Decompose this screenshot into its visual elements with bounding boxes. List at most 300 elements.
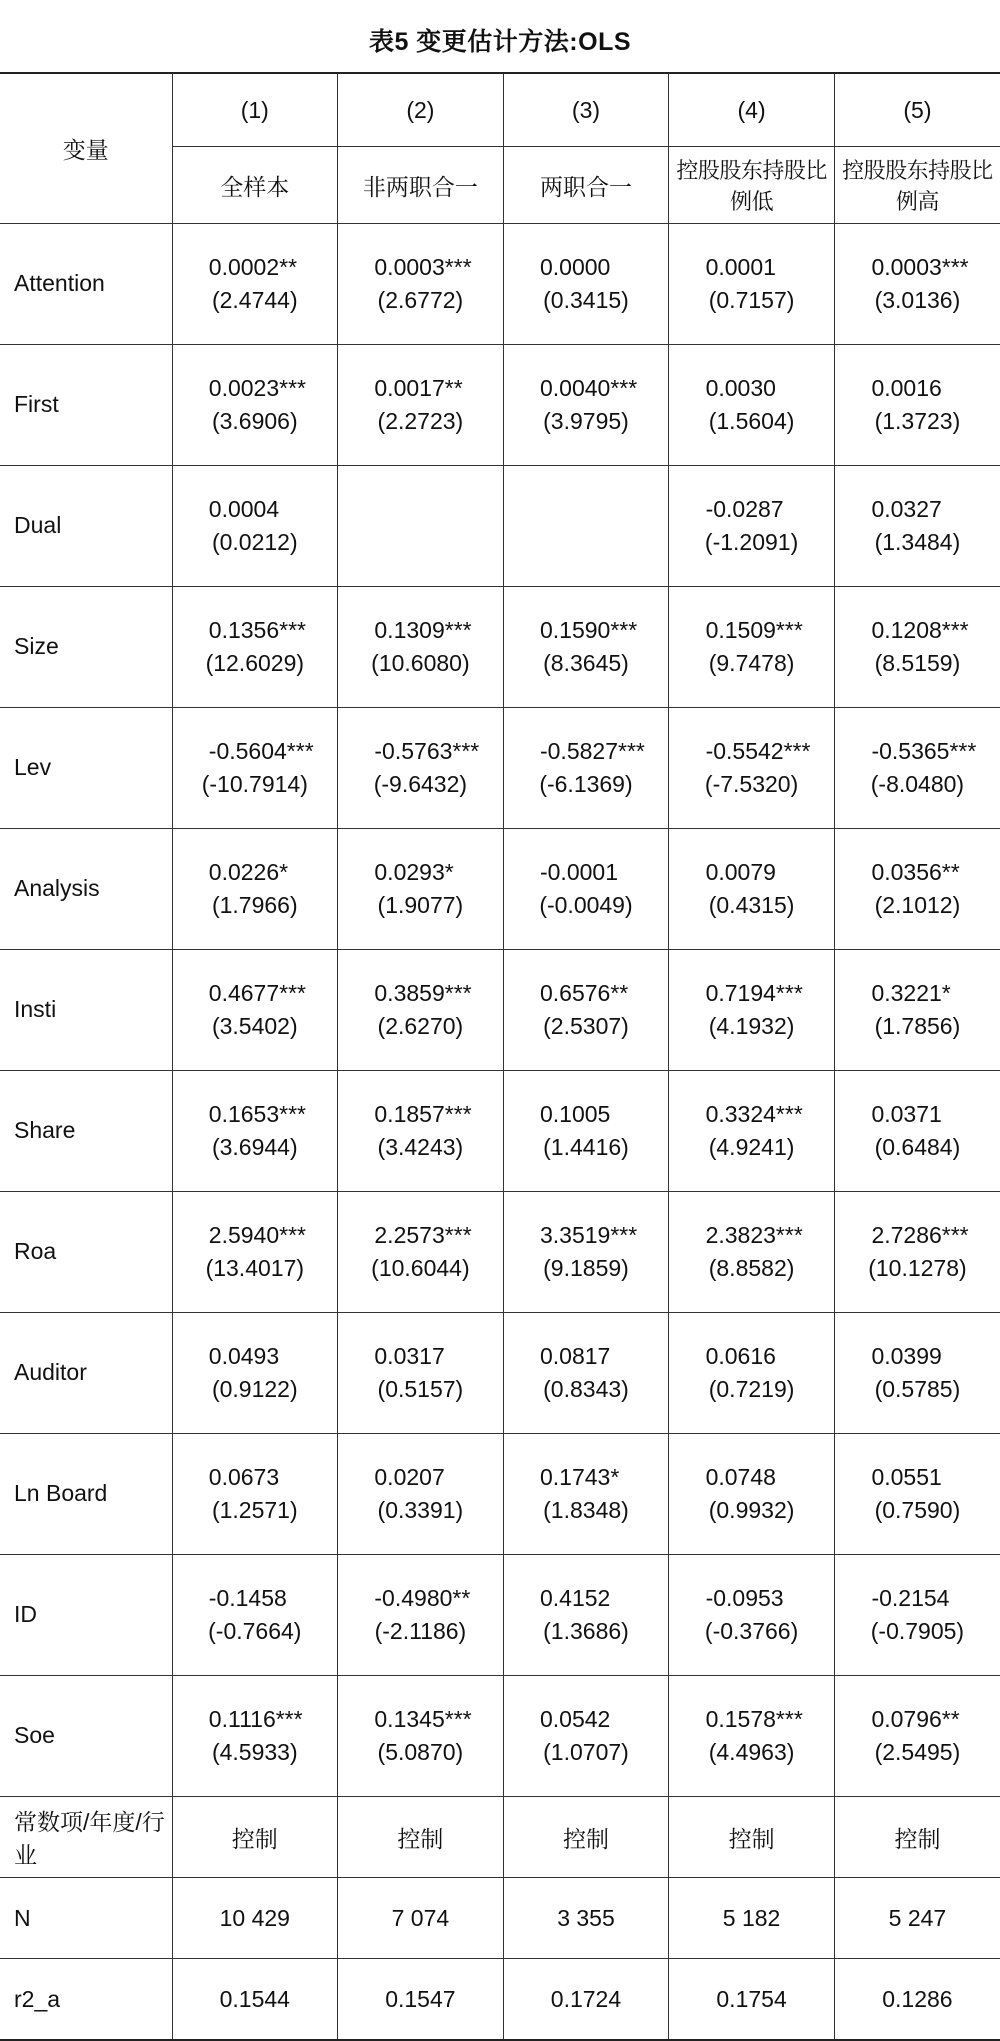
tstat-cell <box>172 283 338 345</box>
tstat-value: (8.3645) <box>543 650 629 676</box>
tstat-cell <box>338 1735 504 1797</box>
tstat-cell <box>834 1735 1000 1797</box>
coef-cell <box>669 466 835 526</box>
tstat-value: (-2.1186) <box>374 1618 467 1644</box>
coef-cell <box>172 1313 338 1373</box>
coef-cell <box>834 1434 1000 1494</box>
col-name: 两职合一 <box>503 147 669 224</box>
tstat-cell <box>503 283 669 345</box>
tstat-value: (1.3686) <box>543 1618 629 1644</box>
col-number: (5) <box>834 73 1000 147</box>
coef-cell <box>172 224 338 284</box>
coef-value: 0.0327 <box>871 496 942 522</box>
col-name: 全样本 <box>172 147 338 224</box>
table-row <box>0 224 1000 284</box>
tstat-cell <box>338 767 504 829</box>
tstat-value: (0.5785) <box>874 1376 961 1402</box>
coef-cell <box>338 345 504 405</box>
coef-value: 0.0016 <box>871 375 942 401</box>
coef-cell <box>172 1555 338 1615</box>
footer-value: 控制 <box>172 1797 338 1878</box>
coef-value: -0.4980** <box>374 1585 471 1611</box>
footer-value: 5 247 <box>834 1878 1000 1959</box>
coef-value: 0.1345*** <box>374 1706 472 1732</box>
tstat-value: (0.4315) <box>708 892 795 918</box>
tstat-value: (-9.6432) <box>373 771 468 797</box>
coef-value: 0.0796** <box>871 1706 960 1732</box>
tstat-cell <box>503 1251 669 1313</box>
tstat-value: (0.6484) <box>874 1134 961 1160</box>
coef-cell <box>503 1313 669 1373</box>
coef-value: -0.5365*** <box>871 738 977 764</box>
coef-cell <box>834 1192 1000 1252</box>
tstat-cell <box>669 1493 835 1555</box>
coef-cell <box>338 1192 504 1252</box>
coef-cell <box>669 1071 835 1131</box>
coef-value: 0.0004 <box>208 496 280 522</box>
tstat-cell <box>172 1372 338 1434</box>
tstat-value: (3.9795) <box>543 408 629 434</box>
tstat-cell <box>503 1372 669 1434</box>
coef-value: 2.2573*** <box>374 1222 472 1248</box>
coef-cell <box>338 587 504 647</box>
tstat-cell <box>172 404 338 466</box>
coef-value: 0.1653*** <box>208 1101 306 1127</box>
coef-cell <box>503 829 669 889</box>
table-row <box>0 1313 1000 1373</box>
coef-cell <box>338 950 504 1010</box>
col-number: (4) <box>669 73 835 147</box>
coef-value: 0.0002** <box>208 254 298 280</box>
coef-cell <box>503 1676 669 1736</box>
variable-name: Lev <box>0 708 172 829</box>
coef-cell <box>338 1313 504 1373</box>
coef-cell <box>172 587 338 647</box>
coef-cell <box>834 1676 1000 1736</box>
variable-name: Ln Board <box>0 1434 172 1555</box>
table-row <box>0 1192 1000 1252</box>
coef-value: 0.0493 <box>208 1343 280 1369</box>
coef-cell <box>834 1555 1000 1615</box>
col-number: (3) <box>503 73 669 147</box>
coef-cell <box>669 1676 835 1736</box>
coef-cell <box>834 345 1000 405</box>
coef-cell <box>172 708 338 768</box>
variable-name: Size <box>0 587 172 708</box>
tstat-cell <box>669 525 835 587</box>
footer-value: 0.1724 <box>503 1959 669 2041</box>
tstat-value: (12.6029) <box>205 650 305 676</box>
tstat-value: (-0.7905) <box>870 1618 965 1644</box>
coef-value: 0.0551 <box>871 1464 942 1490</box>
footer-row <box>0 1959 1000 2041</box>
tstat-cell <box>834 1009 1000 1071</box>
coef-value: 0.1578*** <box>705 1706 803 1732</box>
coef-value: 2.7286*** <box>871 1222 969 1248</box>
coef-value: 0.0817 <box>539 1343 611 1369</box>
coef-value: 0.3859*** <box>374 980 472 1006</box>
coef-cell <box>503 708 669 768</box>
footer-value: 0.1547 <box>338 1959 504 2041</box>
tstat-cell <box>172 1735 338 1797</box>
table-row <box>0 829 1000 889</box>
tstat-value: (4.1932) <box>708 1013 795 1039</box>
coef-cell <box>834 466 1000 526</box>
tstat-cell <box>834 283 1000 345</box>
table-row <box>0 1555 1000 1615</box>
tstat-cell <box>669 404 835 466</box>
coef-cell <box>338 1434 504 1494</box>
coef-cell <box>669 1555 835 1615</box>
tstat-value: (-8.0480) <box>870 771 965 797</box>
coef-cell <box>834 1313 1000 1373</box>
tstat-value: (0.5157) <box>377 1376 464 1402</box>
tstat-cell <box>834 646 1000 708</box>
tstat-cell <box>172 1009 338 1071</box>
col-name: 控股股东持股比例低 <box>669 147 835 224</box>
tstat-value: (9.7478) <box>708 650 795 676</box>
coef-cell <box>503 345 669 405</box>
tstat-cell <box>503 1614 669 1676</box>
tstat-cell <box>669 1130 835 1192</box>
coef-value: 0.0356** <box>871 859 960 885</box>
coef-value: -0.0287 <box>705 496 784 522</box>
header-row-numbers <box>0 73 1000 147</box>
coef-cell <box>834 224 1000 284</box>
coef-value: -0.5763*** <box>374 738 480 764</box>
coef-value: 0.0030 <box>705 375 776 401</box>
footer-value: 控制 <box>669 1797 835 1878</box>
coef-cell <box>503 950 669 1010</box>
tstat-value: (0.3391) <box>377 1497 464 1523</box>
tstat-value: (-6.1369) <box>539 771 633 797</box>
footer-value: 控制 <box>338 1797 504 1878</box>
variable-name: ID <box>0 1555 172 1676</box>
tstat-value: (8.8582) <box>708 1255 795 1281</box>
coef-value: -0.5827*** <box>539 738 645 764</box>
coef-value: 0.0616 <box>705 1343 776 1369</box>
tstat-value: (-0.3766) <box>704 1618 799 1644</box>
variable-name: Analysis <box>0 829 172 950</box>
tstat-cell <box>338 283 504 345</box>
tstat-value: (0.8343) <box>543 1376 629 1402</box>
footer-label: 常数项/年度/行业 <box>0 1797 172 1878</box>
coef-cell <box>503 1434 669 1494</box>
tstat-value: (1.7856) <box>874 1013 961 1039</box>
footer-value: 3 355 <box>503 1878 669 1959</box>
coef-value: 0.4677*** <box>208 980 306 1006</box>
tstat-value: (0.7590) <box>874 1497 961 1523</box>
tstat-value: (3.0136) <box>874 287 961 313</box>
tstat-value: (1.7966) <box>211 892 298 918</box>
coef-cell <box>669 1192 835 1252</box>
tstat-cell <box>172 525 338 587</box>
tstat-cell <box>338 1493 504 1555</box>
table-row <box>0 466 1000 526</box>
coef-value: 0.0001 <box>705 254 776 280</box>
tstat-cell <box>338 404 504 466</box>
tstat-value: (1.5604) <box>708 408 795 434</box>
footer-row <box>0 1878 1000 1959</box>
coef-cell <box>172 829 338 889</box>
tstat-cell <box>172 1130 338 1192</box>
variable-name: Dual <box>0 466 172 587</box>
tstat-value: (5.0870) <box>377 1739 464 1765</box>
table-row <box>0 1071 1000 1131</box>
coef-cell <box>669 1434 835 1494</box>
tstat-value: (4.9241) <box>708 1134 795 1160</box>
coef-cell <box>172 1071 338 1131</box>
coef-cell <box>669 950 835 1010</box>
tstat-cell <box>338 646 504 708</box>
col-name: 控股股东持股比例高 <box>834 147 1000 224</box>
tstat-cell <box>669 888 835 950</box>
coef-value: 0.0748 <box>705 1464 776 1490</box>
tstat-value: (2.5495) <box>874 1739 961 1765</box>
tstat-value: (4.4963) <box>708 1739 795 1765</box>
tstat-cell <box>338 888 504 950</box>
coef-value: -0.5604*** <box>208 738 314 764</box>
coef-cell <box>503 466 669 526</box>
coef-value: 0.0542 <box>539 1706 611 1732</box>
coef-value: 0.1208*** <box>871 617 969 643</box>
coef-cell <box>669 708 835 768</box>
tstat-value: (-7.5320) <box>704 771 799 797</box>
tstat-value: (1.0707) <box>543 1739 629 1765</box>
coef-cell <box>172 466 338 526</box>
coef-value: 3.3519*** <box>539 1222 638 1248</box>
tstat-value: (-10.7914) <box>201 771 308 797</box>
tstat-cell <box>503 888 669 950</box>
footer-value: 0.1754 <box>669 1959 835 2041</box>
tstat-cell <box>172 767 338 829</box>
variable-name: Share <box>0 1071 172 1192</box>
tstat-cell <box>669 1614 835 1676</box>
coef-cell <box>503 224 669 284</box>
tstat-cell <box>834 525 1000 587</box>
coef-cell <box>834 587 1000 647</box>
tstat-cell <box>669 283 835 345</box>
coef-value: 0.0673 <box>208 1464 280 1490</box>
tstat-cell <box>834 767 1000 829</box>
footer-value: 7 074 <box>338 1878 504 1959</box>
tstat-cell <box>172 1614 338 1676</box>
footer-value: 0.1286 <box>834 1959 1000 2041</box>
coef-value: 0.0003*** <box>871 254 969 280</box>
tstat-value: (0.7157) <box>708 287 795 313</box>
tstat-value: (0.9932) <box>708 1497 795 1523</box>
tstat-cell <box>338 525 504 587</box>
tstat-cell <box>834 1251 1000 1313</box>
coef-value: -0.1458 <box>208 1585 287 1611</box>
table-row <box>0 1676 1000 1736</box>
tstat-value: (-0.7664) <box>208 1618 302 1644</box>
regression-table <box>0 72 1000 2041</box>
tstat-cell <box>338 1372 504 1434</box>
tstat-value: (1.4416) <box>543 1134 629 1160</box>
tstat-value: (2.1012) <box>874 892 961 918</box>
coef-value: 2.5940*** <box>208 1222 306 1248</box>
tstat-cell <box>172 1493 338 1555</box>
tstat-cell <box>834 1372 1000 1434</box>
coef-value: 0.1590*** <box>539 617 638 643</box>
coef-cell <box>669 587 835 647</box>
tstat-value: (8.5159) <box>874 650 961 676</box>
tstat-value: (0.9122) <box>211 1376 298 1402</box>
table-row <box>0 587 1000 647</box>
coef-value: 0.0371 <box>871 1101 942 1127</box>
coef-value: 0.3324*** <box>705 1101 803 1127</box>
tstat-cell <box>834 404 1000 466</box>
footer-value: 控制 <box>834 1797 1000 1878</box>
coef-cell <box>172 950 338 1010</box>
coef-value: 0.3221* <box>871 980 951 1006</box>
coef-cell <box>338 1555 504 1615</box>
tstat-value: (1.3723) <box>874 408 961 434</box>
coef-value: 0.0040*** <box>539 375 638 401</box>
tstat-cell <box>669 1009 835 1071</box>
footer-label: N <box>0 1878 172 1959</box>
tstat-cell <box>834 1130 1000 1192</box>
tstat-value: (0.3415) <box>543 287 629 313</box>
coef-value: 0.1116*** <box>208 1706 303 1732</box>
tstat-value: (3.4243) <box>377 1134 464 1160</box>
tstat-value: (10.6080) <box>371 650 470 676</box>
tstat-value: (-1.2091) <box>704 529 799 555</box>
coef-value: 0.1743* <box>539 1464 620 1490</box>
variable-name: First <box>0 345 172 466</box>
tstat-cell <box>834 1493 1000 1555</box>
coef-cell <box>834 708 1000 768</box>
tstat-value: (0.7219) <box>708 1376 795 1402</box>
coef-value: 0.0000 <box>539 254 611 280</box>
coef-value: 0.0023*** <box>208 375 306 401</box>
coef-cell <box>172 1434 338 1494</box>
coef-value: 0.1309*** <box>374 617 472 643</box>
tstat-value: (1.2571) <box>211 1497 298 1523</box>
footer-value: 0.1544 <box>172 1959 338 2041</box>
tstat-value: (3.6906) <box>211 408 298 434</box>
coef-value: 0.0207 <box>374 1464 445 1490</box>
coef-cell <box>503 1555 669 1615</box>
tstat-value: (3.5402) <box>211 1013 298 1039</box>
coef-cell <box>338 829 504 889</box>
coef-value: 2.3823*** <box>705 1222 803 1248</box>
coef-cell <box>338 1676 504 1736</box>
tstat-value: (4.5933) <box>211 1739 298 1765</box>
tstat-cell <box>503 767 669 829</box>
tstat-value: (10.1278) <box>868 1255 967 1281</box>
table-body <box>0 224 1000 2041</box>
coef-cell <box>669 829 835 889</box>
tstat-cell <box>503 646 669 708</box>
footer-value: 5 182 <box>669 1878 835 1959</box>
coef-cell <box>338 224 504 284</box>
variable-name: Insti <box>0 950 172 1071</box>
coef-value: 0.0317 <box>374 1343 445 1369</box>
tstat-cell <box>338 1009 504 1071</box>
tstat-cell <box>338 1614 504 1676</box>
tstat-cell <box>503 1009 669 1071</box>
coef-value: 0.1356*** <box>208 617 306 643</box>
tstat-cell <box>503 1493 669 1555</box>
footer-row <box>0 1797 1000 1878</box>
coef-cell <box>503 1192 669 1252</box>
tstat-cell <box>834 1614 1000 1676</box>
coef-value: 0.0003*** <box>374 254 472 280</box>
coef-cell <box>503 587 669 647</box>
variable-name: Attention <box>0 224 172 345</box>
table-row <box>0 950 1000 1010</box>
table-title: 表5 变更估计方法:OLS <box>368 28 632 56</box>
tstat-value: (9.1859) <box>543 1255 629 1281</box>
tstat-value: (10.6044) <box>371 1255 470 1281</box>
tstat-value: (1.9077) <box>377 892 464 918</box>
coef-value: -0.0953 <box>705 1585 784 1611</box>
tstat-value: (2.4744) <box>211 287 298 313</box>
coef-cell <box>834 1071 1000 1131</box>
tstat-value: (-0.0049) <box>539 892 633 918</box>
col-number: (2) <box>338 73 504 147</box>
coef-cell <box>172 1676 338 1736</box>
variable-header: 变量 <box>0 73 172 224</box>
coef-value: 0.1005 <box>539 1101 611 1127</box>
table-row <box>0 708 1000 768</box>
coef-cell <box>338 708 504 768</box>
tstat-cell <box>503 1735 669 1797</box>
tstat-value: (1.8348) <box>543 1497 629 1523</box>
tstat-cell <box>669 1735 835 1797</box>
tstat-cell <box>503 404 669 466</box>
tstat-value: (1.3484) <box>874 529 961 555</box>
tstat-cell <box>669 646 835 708</box>
coef-cell <box>172 1192 338 1252</box>
footer-value: 10 429 <box>172 1878 338 1959</box>
tstat-value: (3.6944) <box>211 1134 298 1160</box>
coef-value: 0.7194*** <box>705 980 803 1006</box>
tstat-cell <box>834 888 1000 950</box>
tstat-cell <box>503 525 669 587</box>
coef-value: -0.5542*** <box>705 738 811 764</box>
coef-value: -0.0001 <box>539 859 618 885</box>
tstat-cell <box>172 888 338 950</box>
table-row <box>0 345 1000 405</box>
coef-cell <box>669 345 835 405</box>
tstat-value: (0.0212) <box>211 529 298 555</box>
tstat-value: (2.6772) <box>377 287 464 313</box>
tstat-value: (2.2723) <box>377 408 464 434</box>
col-number: (1) <box>172 73 338 147</box>
coef-cell <box>669 1313 835 1373</box>
coef-cell <box>834 829 1000 889</box>
tstat-cell <box>338 1251 504 1313</box>
col-name: 非两职合一 <box>338 147 504 224</box>
tstat-cell <box>172 1251 338 1313</box>
coef-value: 0.6576** <box>539 980 629 1006</box>
coef-value: 0.0293* <box>374 859 454 885</box>
variable-name: Auditor <box>0 1313 172 1434</box>
coef-value: 0.1509*** <box>705 617 803 643</box>
tstat-cell <box>669 767 835 829</box>
tstat-value: (2.6270) <box>377 1013 464 1039</box>
variable-name: Roa <box>0 1192 172 1313</box>
tstat-cell <box>503 1130 669 1192</box>
coef-cell <box>669 224 835 284</box>
coef-value: 0.4152 <box>539 1585 611 1611</box>
variable-name: Soe <box>0 1676 172 1797</box>
tstat-cell <box>172 646 338 708</box>
coef-cell <box>834 950 1000 1010</box>
